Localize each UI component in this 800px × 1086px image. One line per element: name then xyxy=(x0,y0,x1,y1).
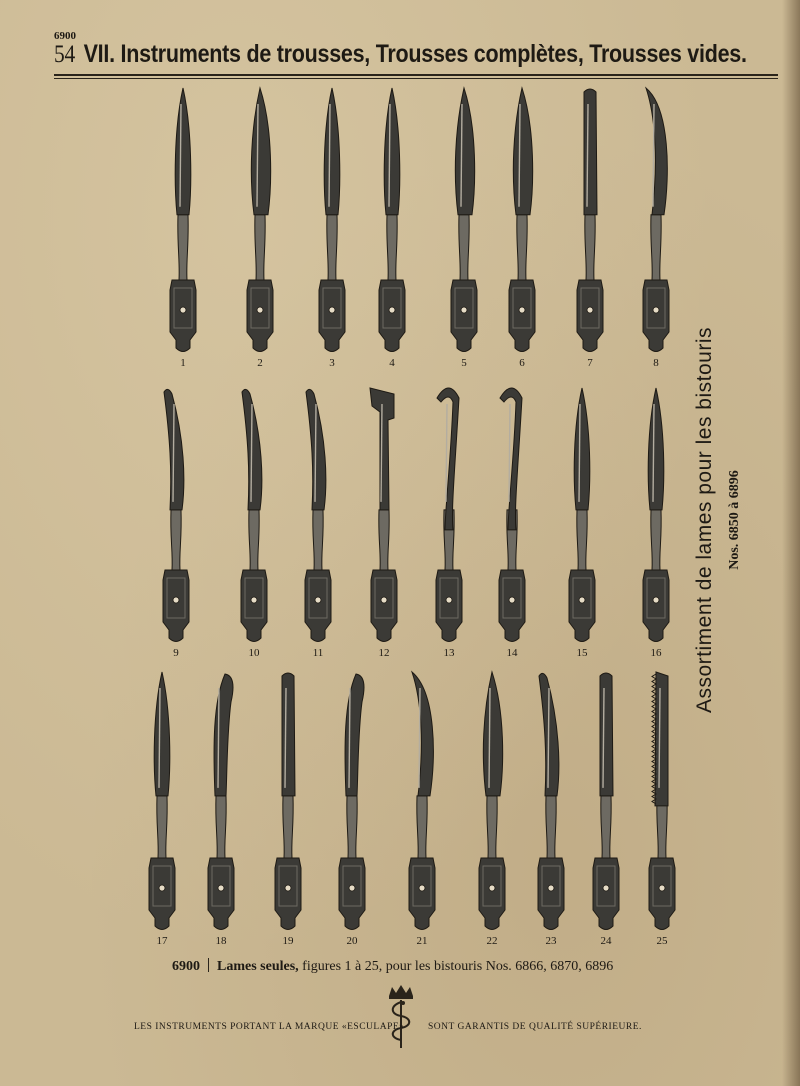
blade-figure-21 xyxy=(409,672,435,947)
caption xyxy=(172,958,613,975)
blade-figure-10 xyxy=(241,389,267,659)
blade-neck xyxy=(171,510,181,570)
blade-figure-22 xyxy=(479,672,505,947)
blade-highlight xyxy=(509,404,510,502)
rivet-hole-icon xyxy=(519,307,525,313)
blade-neck xyxy=(387,215,397,280)
figure-number: 1 xyxy=(180,357,186,369)
blade-leaf xyxy=(251,88,270,215)
rivet-hole-icon xyxy=(389,307,395,313)
rivet-hole-icon xyxy=(659,885,665,891)
blade-highlight xyxy=(180,104,181,207)
rivet-hole-icon xyxy=(461,307,467,313)
blade-highlight xyxy=(446,404,447,502)
blade-figure-23 xyxy=(538,673,564,947)
rivet-hole-icon xyxy=(159,885,165,891)
figure-number: 9 xyxy=(173,647,179,659)
blade-straight xyxy=(282,673,295,796)
blade-figure-15 xyxy=(569,388,595,659)
rivet-hole-icon xyxy=(653,307,659,313)
rivet-hole-icon xyxy=(218,885,224,891)
blade-highlight xyxy=(218,688,219,788)
figure-number: 23 xyxy=(545,935,557,947)
blade-figure-25 xyxy=(649,672,675,947)
blade-figure-19 xyxy=(275,673,301,947)
blade-leaf xyxy=(483,672,502,796)
blade-neck xyxy=(601,796,611,858)
figure-number: 15 xyxy=(576,647,588,659)
rivet-hole-icon xyxy=(446,597,452,603)
blade-figure-11 xyxy=(305,389,331,659)
figure-number: 20 xyxy=(346,935,358,947)
rivet-hole-icon xyxy=(285,885,291,891)
figure-number: 13 xyxy=(443,647,455,659)
blade-highlight xyxy=(285,688,286,788)
rivet-hole-icon xyxy=(251,597,257,603)
footer-left: LES INSTRUMENTS PORTANT LA MARQUE «ESCULAPE» xyxy=(134,1022,405,1032)
rivet-hole-icon xyxy=(509,597,515,603)
rivet-hole-icon xyxy=(257,307,263,313)
blade-lancet xyxy=(324,88,340,215)
blade-figure-14 xyxy=(499,388,525,659)
blade-highlight xyxy=(349,688,350,788)
rivet-hole-icon xyxy=(548,885,554,891)
figure-number: 10 xyxy=(248,647,260,659)
blade-figure-17 xyxy=(149,672,175,947)
blade-figure-2 xyxy=(247,88,273,369)
blade-hook xyxy=(437,388,459,530)
blade-neck xyxy=(313,510,323,570)
rivet-hole-icon xyxy=(419,885,425,891)
blade-neck xyxy=(577,510,587,570)
sidebar-subtitle: Nos. 6850 à 6896 xyxy=(727,470,742,570)
figure-number: 17 xyxy=(156,935,168,947)
blade-highlight xyxy=(579,404,580,502)
blade-neck xyxy=(255,215,265,280)
blade-highlight xyxy=(548,688,549,788)
blade-neck xyxy=(585,215,595,280)
blade-neck xyxy=(379,510,389,570)
blade-figure-3 xyxy=(319,88,345,369)
blade-highlight xyxy=(489,688,490,788)
blade-curved xyxy=(646,88,667,215)
esculape-emblem xyxy=(384,984,418,1050)
blade-figure-20 xyxy=(339,674,365,947)
figure-number: 3 xyxy=(329,357,335,369)
rivet-hole-icon xyxy=(653,597,659,603)
blade-neck xyxy=(417,796,427,858)
blade-round xyxy=(214,674,233,796)
blade-neck xyxy=(178,215,188,280)
blade-highlight xyxy=(159,688,160,788)
blade-lancet xyxy=(175,88,191,215)
rivet-hole-icon xyxy=(489,885,495,891)
blade-highlight xyxy=(329,104,330,207)
blade-neck xyxy=(487,796,497,858)
blade-highlight xyxy=(653,104,654,207)
blade-figure-8 xyxy=(643,88,669,369)
blade-round xyxy=(345,674,364,796)
blade-neck xyxy=(283,796,293,858)
blade-highlight xyxy=(251,404,252,502)
blade-figure-4 xyxy=(379,88,405,369)
blade-highlight xyxy=(173,404,174,502)
blade-highlight xyxy=(257,104,258,207)
blade-figure-6 xyxy=(509,88,535,369)
blade-figure-12 xyxy=(370,388,397,659)
blade-figure-7 xyxy=(577,89,603,369)
blade-lancet xyxy=(384,88,400,215)
blade-figure-5 xyxy=(451,88,477,369)
blade-highlight xyxy=(461,104,462,207)
figure-number: 7 xyxy=(587,357,593,369)
figure-number: 5 xyxy=(461,357,467,369)
blade-saw xyxy=(655,672,668,806)
blade-hook xyxy=(500,388,522,530)
figure-number: 8 xyxy=(653,357,659,369)
blade-highlight xyxy=(603,688,604,788)
sidebar-title: Assortiment de lames pour les bistouris xyxy=(693,327,716,713)
blade-figure-24 xyxy=(593,673,619,947)
caption-bold-text: Lames seules, xyxy=(217,959,299,974)
blade-highlight xyxy=(389,104,390,207)
blade-neck xyxy=(651,215,661,280)
figure-number: 18 xyxy=(215,935,227,947)
rivet-hole-icon xyxy=(180,307,186,313)
blade-straight xyxy=(600,673,613,796)
blade-highlight xyxy=(587,104,588,207)
figure-number: 16 xyxy=(650,647,662,659)
page-code: 6900 xyxy=(54,30,76,42)
blade-figure-13 xyxy=(436,388,462,659)
blade-figure-18 xyxy=(208,674,234,947)
blade-neck xyxy=(347,796,357,858)
rivet-hole-icon xyxy=(315,597,321,603)
blade-highlight xyxy=(653,404,654,502)
blade-highlight xyxy=(381,404,382,502)
blade-neck xyxy=(249,510,259,570)
figure-number: 19 xyxy=(282,935,294,947)
page-number: 54 xyxy=(54,41,75,68)
blade-lancet xyxy=(648,388,664,510)
blade-curved xyxy=(412,672,433,796)
footer-right: SONT GARANTIS DE QUALITÉ SUPÉRIEURE. xyxy=(428,1022,642,1032)
figure-number: 4 xyxy=(389,357,395,369)
figure-number: 24 xyxy=(600,935,612,947)
blade-neck xyxy=(216,796,226,858)
figure-number: 11 xyxy=(312,647,324,659)
blade-figure-9 xyxy=(163,389,189,659)
blade-highlight xyxy=(659,688,660,788)
page-title: VII. Instruments de trousses, Trousses complètes, Trousses vides. xyxy=(83,40,747,68)
blade-highlight xyxy=(519,104,520,207)
blade-highlight xyxy=(315,404,316,502)
figure-number: 21 xyxy=(416,935,428,947)
figure-number: 6 xyxy=(519,357,525,369)
caption-divider xyxy=(208,958,209,972)
rivet-hole-icon xyxy=(381,597,387,603)
rivet-hole-icon xyxy=(587,307,593,313)
blade-neck xyxy=(517,215,527,280)
figure-number: 2 xyxy=(257,357,263,369)
rivet-hole-icon xyxy=(329,307,335,313)
figure-number: 14 xyxy=(506,647,518,659)
blade-highlight xyxy=(419,688,420,788)
caption-text: figures 1 à 25, pour les bistouris Nos. 6866, 6870, 6896 xyxy=(302,959,614,974)
blade-figure-1 xyxy=(170,88,196,369)
caption-code: 6900 xyxy=(172,959,200,974)
blade-lancet xyxy=(154,672,170,796)
figure-number: 12 xyxy=(378,647,390,659)
blade-neck xyxy=(327,215,337,280)
blade-neck xyxy=(651,510,661,570)
rivet-hole-icon xyxy=(349,885,355,891)
blade-neck xyxy=(546,796,556,858)
blade-neck xyxy=(459,215,469,280)
blade-figure-16 xyxy=(643,388,669,659)
figure-number: 22 xyxy=(486,935,498,947)
rivet-hole-icon xyxy=(173,597,179,603)
figure-number: 25 xyxy=(656,935,668,947)
blade-leaf xyxy=(513,88,532,215)
rivet-hole-icon xyxy=(603,885,609,891)
saw-teeth xyxy=(652,674,656,804)
blade-leaf xyxy=(455,88,474,215)
blade-straight xyxy=(584,89,597,215)
rivet-hole-icon xyxy=(579,597,585,603)
blade-lancet xyxy=(574,388,590,510)
blade-neck xyxy=(157,796,167,858)
